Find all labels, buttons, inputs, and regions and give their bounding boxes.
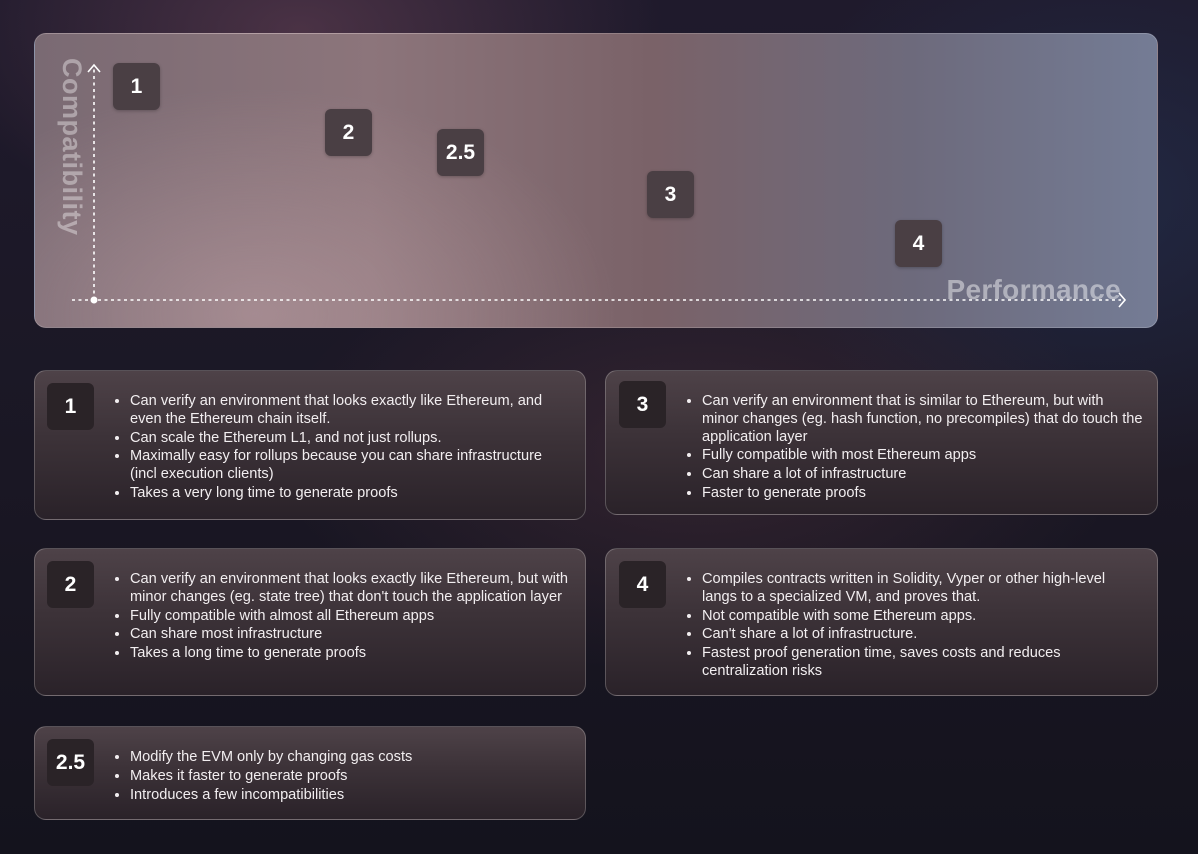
type-3-card [605, 370, 1158, 515]
list-item: • Maximally easy for rollups because you can share infrastructure (incl execution clients) [130, 447, 571, 484]
list-item: • Can verify an environment that looks exactly like Ethereum, but with minor changes (eg. state tree) that don't touch the application layer [130, 570, 571, 607]
axis-origin-dot [91, 297, 98, 304]
list-item: • Fully compatible with most Ethereum apps [702, 446, 1143, 465]
y-axis-label: Compatibility [57, 58, 87, 236]
card-2-bullets [115, 570, 571, 663]
list-item: • Can scale the Ethereum L1, and not just rollups. [130, 429, 571, 448]
plot-marker-3: 3 [647, 171, 694, 218]
card-badge-3: 3 [619, 381, 666, 428]
list-item: • Fastest proof generation time, saves costs and reduces centralization risks [702, 644, 1143, 681]
list-item: • Can't share a lot of infrastructure. [702, 625, 1143, 644]
list-item: • Takes a very long time to generate proofs [130, 484, 571, 503]
plot-marker-1: 1 [113, 63, 160, 110]
card-badge-4: 4 [619, 561, 666, 608]
plot-marker-2-5: 2.5 [437, 129, 484, 176]
card-badge-2-5: 2.5 [47, 739, 94, 786]
card-3-bullets [687, 392, 1143, 503]
list-item: • Can share most infrastructure [130, 625, 571, 644]
list-item: • Introduces a few incompatibilities [130, 786, 571, 805]
list-item: • Can verify an environment that looks exactly like Ethereum, and even the Ethereum chain itself. [130, 392, 571, 429]
plot-marker-2: 2 [325, 109, 372, 156]
list-item: • Takes a long time to generate proofs [130, 644, 571, 663]
compatibility-performance-plot [34, 33, 1158, 328]
type-2-card [34, 548, 586, 696]
list-item: • Can verify an environment that is similar to Ethereum, but with minor changes (eg. hash function, no precompiles) that do touch the application layer [702, 392, 1143, 446]
card-badge-1: 1 [47, 383, 94, 430]
card-4-bullets [687, 570, 1143, 681]
list-item: • Not compatible with some Ethereum apps. [702, 607, 1143, 626]
type-4-card [605, 548, 1158, 696]
plot-marker-4: 4 [895, 220, 942, 267]
list-item: • Fully compatible with almost all Ethereum apps [130, 607, 571, 626]
list-item: • Modify the EVM only by changing gas costs [130, 748, 571, 767]
list-item: • Makes it faster to generate proofs [130, 767, 571, 786]
list-item: • Compiles contracts written in Solidity, Vyper or other high-level langs to a specialized VM, and proves that. [702, 570, 1143, 607]
list-item: • Faster to generate proofs [702, 484, 1143, 503]
card-1-bullets [115, 392, 571, 503]
x-axis-label: Performance [946, 274, 1121, 305]
card-2-5-bullets [115, 748, 571, 804]
card-badge-2: 2 [47, 561, 94, 608]
type-1-card [34, 370, 586, 520]
type-2-5-card [34, 726, 586, 820]
list-item: • Can share a lot of infrastructure [702, 465, 1143, 484]
